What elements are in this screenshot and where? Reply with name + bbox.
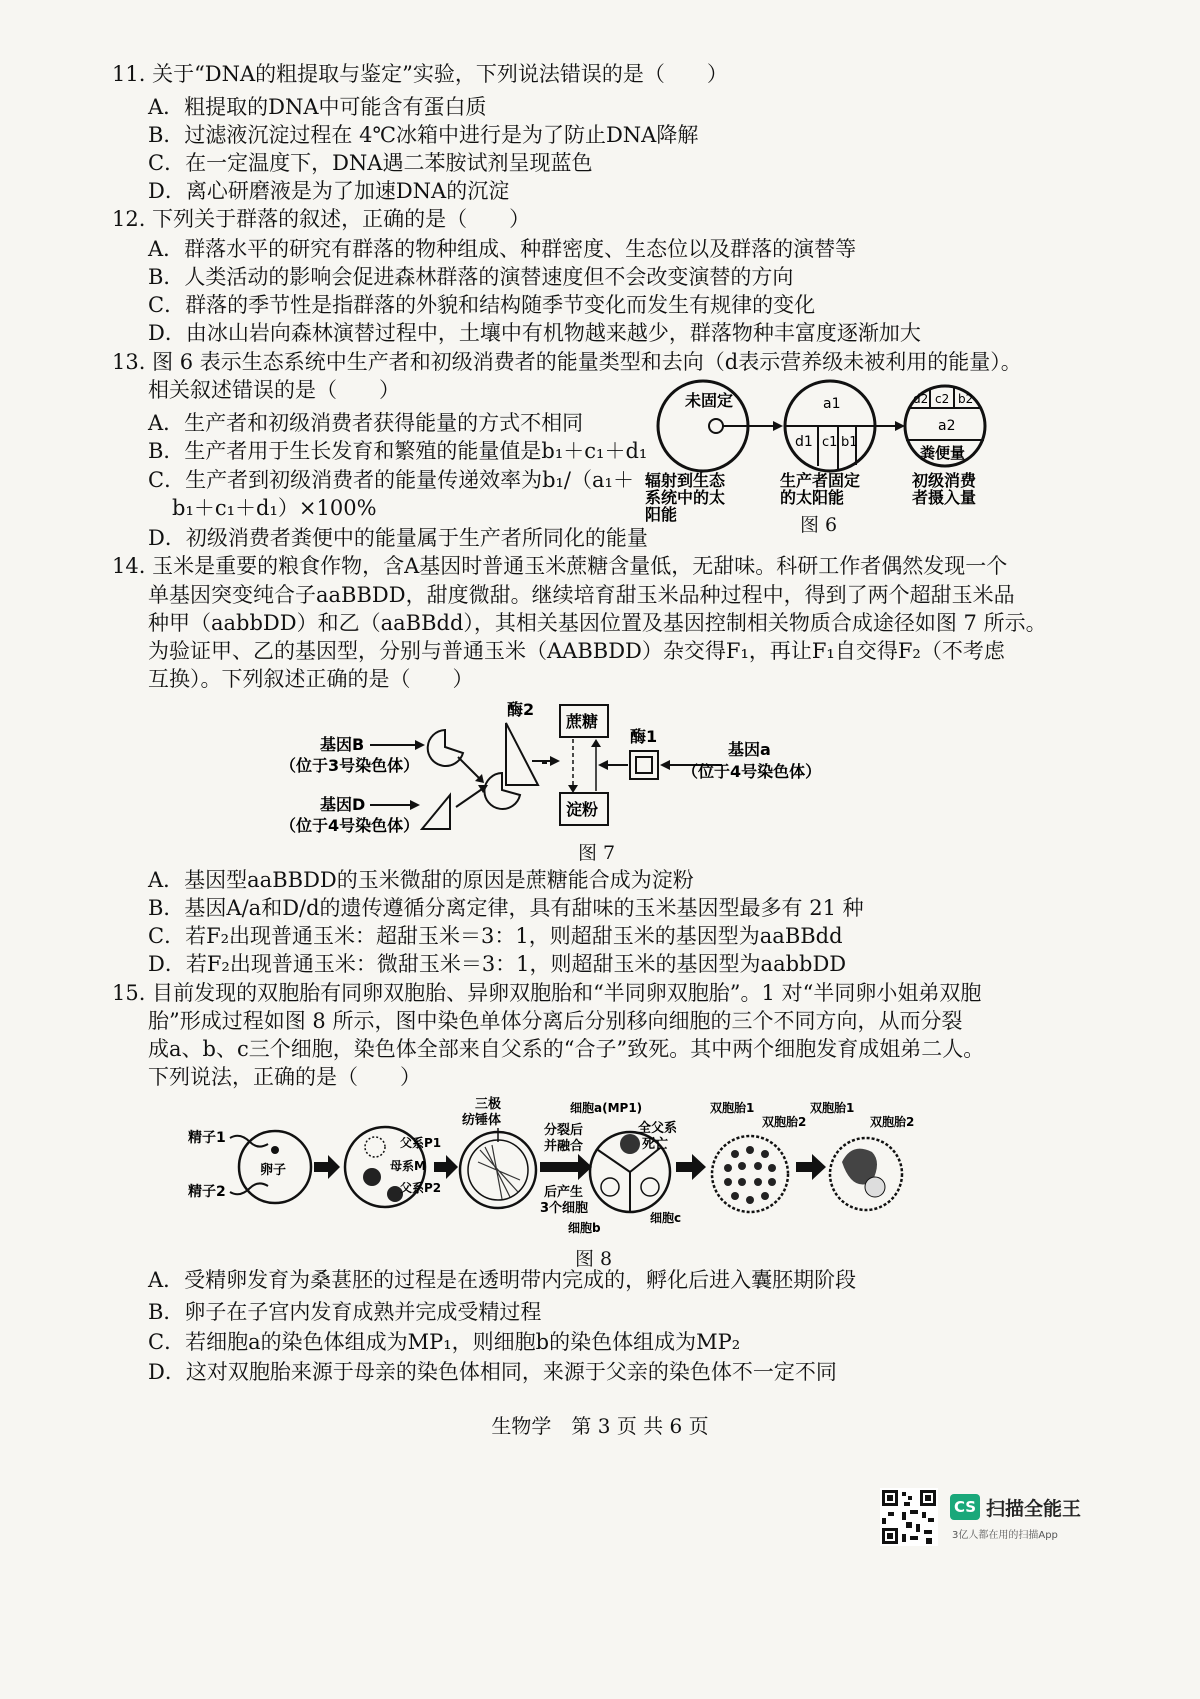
- fig8-sperm-2: 精子2: [188, 1184, 226, 1200]
- fig6-unfixed-text: 未固定: [685, 391, 734, 410]
- q14-line-2: 单基因突变纯合子aaBBDD，甜度微甜。继续培育甜玉米品种过程中，得到了两个超甜玉米品: [148, 583, 1015, 607]
- fig6-cap3-l2: 者摄入量: [912, 488, 977, 507]
- fig6-b1: b1: [841, 435, 858, 450]
- fig7-gene-b: 基因B: [320, 735, 365, 754]
- fig8-egg: 卵子: [260, 1163, 287, 1178]
- fig7-gene-a: 基因a: [728, 740, 771, 759]
- fig6-d2: d2: [913, 392, 929, 406]
- q14-option-a: A．基因型aaBBDD的玉米微甜的原因是蔗糖能合成为淀粉: [148, 868, 694, 892]
- fig6-cap3-l1: 初级消费: [912, 471, 977, 490]
- fig7-gene-d: 基因D: [320, 795, 366, 814]
- fig8-after-split-2: 并融合: [544, 1139, 584, 1154]
- fig6-c1: c1: [822, 435, 838, 450]
- fig6-cap1-l3: 阳能: [645, 505, 678, 524]
- q12-option-d: D．由冰山岩向森林演替过程中，土壤中有机物越来越少，群落物种丰富度逐渐加大: [148, 321, 921, 345]
- figure-7: [270, 695, 830, 840]
- fig6-cap2-l1: 生产者固定: [780, 471, 861, 490]
- fig6-b2: b2: [958, 392, 974, 406]
- fig8-after-split-1: 分裂后: [544, 1123, 584, 1138]
- fig8-twin-2b: 双胞胎2: [870, 1115, 915, 1129]
- fig8-after-prod-1: 后产生: [544, 1185, 584, 1200]
- page-footer: 生物学 第 3 页 共 6 页: [491, 1414, 709, 1438]
- fig7-enzyme-2: 酶2: [507, 700, 535, 719]
- cs-logo-icon: CS: [950, 1494, 980, 1520]
- fig8-spindle-1: 三极: [475, 1097, 502, 1112]
- figure-6-label: 图 6: [800, 514, 838, 536]
- q13-option-c-2: b₁＋c₁＋d₁）×100%: [172, 496, 377, 520]
- fig8-death-1: 全父系: [638, 1121, 678, 1136]
- fig6-d1: d1: [795, 434, 813, 450]
- q11-option-b: B．过滤液沉淀过程在 4℃冰箱中进行是为了防止DNA降解: [148, 123, 699, 147]
- q15-line-4: 下列说法，正确的是（ ）: [148, 1065, 421, 1089]
- fig7-starch: 淀粉: [566, 800, 599, 819]
- fig8-death-2: 死亡: [642, 1137, 669, 1152]
- q13-option-a: A．生产者和初级消费者获得能量的方式不相同: [148, 411, 584, 435]
- fig8-sperm-1: 精子1: [188, 1130, 226, 1146]
- fig7-enzyme-1: 酶1: [630, 727, 658, 746]
- scanner-watermark: [880, 1488, 1095, 1550]
- q13-option-b: B．生产者用于生长发育和繁殖的能量值是b₁＋c₁＋d₁: [148, 439, 648, 463]
- fig6-a1: a1: [823, 396, 841, 412]
- fig8-after-prod-2: 3个细胞: [540, 1201, 589, 1216]
- fig8-twin-1b: 双胞胎1: [810, 1101, 855, 1115]
- fig8-cell-b: 细胞b: [568, 1221, 601, 1235]
- q12-option-c: C．群落的季节性是指群落的外貌和结构随季节变化而发生有规律的变化: [148, 293, 816, 317]
- q12-stem: 12. 下列关于群落的叙述，正确的是（ ）: [112, 207, 531, 231]
- fig7-gene-d-loc: （位于4号染色体）: [280, 816, 420, 835]
- fig8-p1: 父系P1: [400, 1136, 442, 1150]
- figure-8: [180, 1092, 940, 1252]
- scanner-title: 扫描全能王: [986, 1498, 1082, 1520]
- q11-stem: 11. 关于“DNA的粗提取与鉴定”实验，下列说法错误的是（ ）: [112, 62, 728, 86]
- q15-line-2: 胎”形成过程如图 8 所示，图中染色单体分离后分别移向细胞的三个不同方向，从而分裂: [148, 1009, 963, 1033]
- fig8-cell-c: 细胞c: [650, 1211, 682, 1225]
- fig8-m: 母系M: [390, 1159, 426, 1173]
- fig6-c2: c2: [935, 392, 950, 406]
- q14-line-3: 种甲（aabbDD）和乙（aaBBdd），其相关基因位置及基因控制相关物质合成途径如图 7 所示。: [148, 611, 1047, 635]
- scanner-subtitle: 3亿人都在用的扫描App: [952, 1530, 1058, 1541]
- fig8-twin-2: 双胞胎2: [762, 1115, 807, 1129]
- fig8-morula-dots: [724, 1146, 776, 1204]
- q13-option-c-1: C．生产者到初级消费者的能量传递效率为b₁/（a₁＋: [148, 468, 634, 492]
- fig7-sucrose: 蔗糖: [566, 712, 599, 731]
- q12-option-b: B．人类活动的影响会促进森林群落的演替速度但不会改变演替的方向: [148, 265, 794, 289]
- qr-code-icon: [880, 1488, 938, 1546]
- fig6-unfixed-label: [685, 391, 733, 410]
- q13-stem-2: 相关叙述错误的是（ ）: [148, 378, 400, 402]
- q14-option-c: C．若F₂出现普通玉米：超甜玉米＝3：1，则超甜玉米的基因型为aaBBdd: [148, 924, 843, 948]
- fig6-cap2-l2: 的太阳能: [780, 488, 845, 507]
- q14-line-4: 为验证甲、乙的基因型，分别与普通玉米（AABBDD）杂交得F₁，再让F₁自交得F₂（不考虑: [148, 639, 1005, 663]
- fig6-feces: 粪便量: [920, 444, 966, 462]
- q11-option-c: C．在一定温度下，DNA遇二苯胺试剂呈现蓝色: [148, 151, 593, 175]
- fig8-p2: 父系P2: [400, 1181, 442, 1195]
- q11-option-a: A．粗提取的DNA中可能含有蛋白质: [148, 95, 487, 119]
- q12-option-a: A．群落水平的研究有群落的物种组成、种群密度、生态位以及群落的演替等: [148, 237, 857, 261]
- q13-stem-1: 13. 图 6 表示生态系统中生产者和初级消费者的能量类型和去向（d表示营养级未被利用的能量）。: [112, 350, 1022, 374]
- q13-option-d: D．初级消费者粪便中的能量属于生产者所同化的能量: [148, 526, 648, 550]
- q11-option-d: D．离心研磨液是为了加速DNA的沉淀: [148, 179, 510, 203]
- figure-7-label: 图 7: [578, 842, 616, 864]
- fig6-cap1-l2: 系统中的太: [645, 488, 726, 507]
- q15-line-3: 成a、b、c三个细胞，染色体全部来自父系的“合子”致死。其中两个细胞发育成姐弟二人。: [148, 1037, 985, 1061]
- q15-option-b: B．卵子在子宫内发育成熟并完成受精过程: [148, 1300, 542, 1324]
- figure-8-label: 图 8: [575, 1248, 613, 1270]
- fig7-gene-a-loc: （位于4号染色体）: [682, 762, 822, 781]
- q15-option-a: A．受精卵发育为桑葚胚的过程是在透明带内完成的，孵化后进入囊胚期阶段: [148, 1268, 857, 1292]
- fig7-gene-b-loc: （位于3号染色体）: [280, 756, 420, 775]
- q15-line-1: 15. 目前发现的双胞胎有同卵双胞胎、异卵双胞胎和“半同卵双胞胎”。1 对“半同卵小姐弟双胞: [112, 981, 982, 1005]
- q14-line-1: 14. 玉米是重要的粮食作物，含A基因时普通玉米蔗糖含量低，无甜味。科研工作者偶然发现一个: [112, 554, 1008, 578]
- q14-option-b: B．基因A/a和D/d的遗传遵循分离定律，具有甜味的玉米基因型最多有 21 种: [148, 896, 864, 920]
- fig6-cap1-l1: 辐射到生态: [645, 471, 726, 490]
- fig8-spindle-2: 纺锤体: [462, 1113, 502, 1128]
- q15-option-c: C．若细胞a的染色体组成为MP₁，则细胞b的染色体组成为MP₂: [148, 1330, 741, 1354]
- q14-line-5: 互换）。下列叙述正确的是（ ）: [148, 667, 474, 691]
- q14-option-d: D．若F₂出现普通玉米：微甜玉米＝3：1，则超甜玉米的基因型为aabbDD: [148, 952, 847, 976]
- fig8-cell-a: 细胞a(MP1): [570, 1101, 643, 1115]
- fig8-twin-1: 双胞胎1: [710, 1101, 755, 1115]
- fig6-a2: a2: [938, 418, 956, 434]
- q15-option-d: D．这对双胞胎来源于母亲的染色体相同，来源于父亲的染色体不一定不同: [148, 1360, 837, 1384]
